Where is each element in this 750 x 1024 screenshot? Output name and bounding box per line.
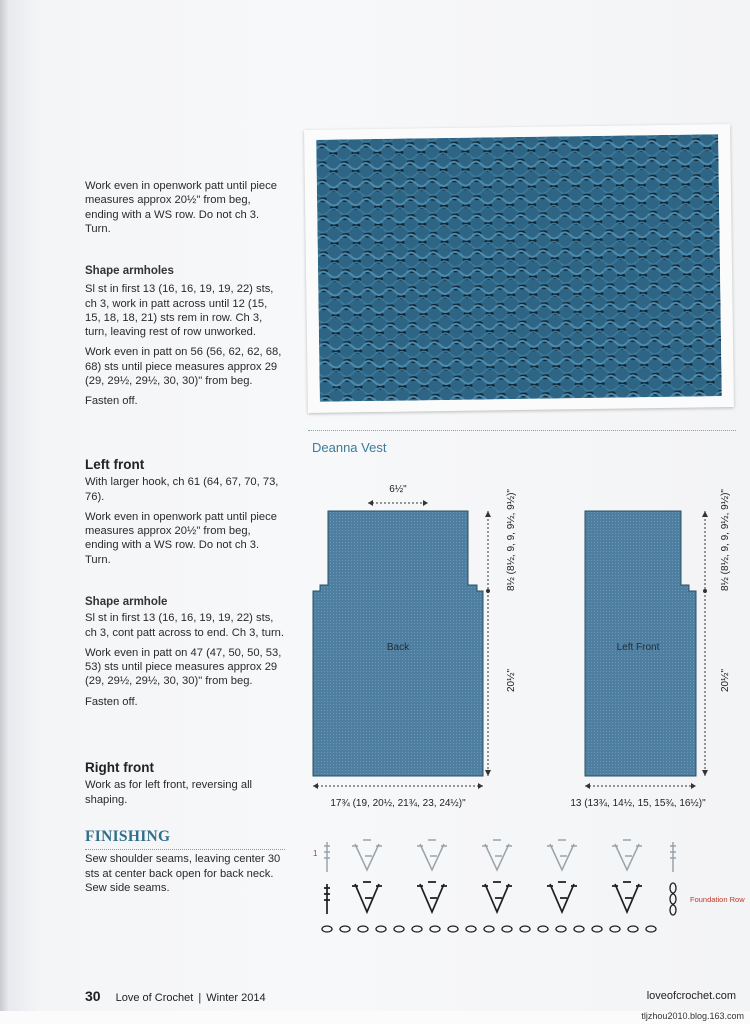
- left-front-section: [85, 458, 285, 567]
- shape-armhole-p1: Sl st in first 13 (16, 16, 19, 19, 22) sts, ch 3, cont patt across to end. Ch 3, turn.: [85, 612, 284, 639]
- shape-armhole-p2: Work even in patt on 47 (47, 50, 50, 53, 53) sts until piece measures approx 29 (29, 29½, 29½, 30, 30)" from beg.: [85, 646, 282, 688]
- website-link[interactable]: loveofcrochet.com: [646, 990, 736, 1002]
- swatch-photo: [304, 124, 734, 413]
- back-top-width-label: 6½": [389, 484, 407, 495]
- intro-text: Work even in openwork patt until piece measures approx 20½" from beg, ending with a WS row. Do not ch 3. Turn.: [85, 180, 277, 235]
- credit-bar: [0, 1011, 750, 1024]
- turning-chain: [670, 883, 676, 915]
- shape-armholes-p3: Fasten off.: [85, 395, 138, 408]
- shape-armhole-heading: Shape armhole: [85, 596, 168, 608]
- right-front-heading: Right front: [85, 760, 154, 775]
- page-binding-shadow: [0, 0, 10, 1024]
- magazine-name: Love of Crochet: [115, 992, 194, 1004]
- back-bottom-width-label: 17¾ (19, 20½, 21¾, 23, 24½)": [330, 798, 466, 809]
- stitch-chart: [305, 832, 745, 937]
- left-front-armhole-depth-label: 8½ (8½, 9, 9, 9½, 9½)": [720, 489, 731, 591]
- footer-left: [85, 988, 266, 1004]
- left-front-armhole-marker: [703, 589, 707, 593]
- finishing-divider: [85, 849, 285, 850]
- back-armhole-depth-label: 8½ (8½, 9, 9, 9½, 9½)": [506, 489, 517, 591]
- shape-armholes-p1: Sl st in first 13 (16, 16, 19, 19, 22) sts, ch 3, work in patt across until 12 (15, 15, 18, 18, 21) sts rem in row. Ch 3, turn, leaving rest of row unworked.: [85, 283, 274, 339]
- left-front-p1: With larger hook, ch 61 (64, 67, 70, 73, 76).: [85, 476, 279, 503]
- right-front-section: [85, 761, 285, 807]
- foundation-chain: [322, 926, 656, 932]
- left-front-heading: Left front: [85, 457, 145, 472]
- shape-armholes-section: [85, 264, 285, 409]
- page-number: 30: [85, 988, 101, 1004]
- intro-section: [85, 179, 285, 236]
- foundation-row-stitches: [324, 882, 642, 914]
- back-body-length-label: 20½": [506, 668, 517, 692]
- shape-armholes-heading: Shape armholes: [85, 265, 174, 277]
- issue-label: Winter 2014: [206, 992, 266, 1004]
- left-front-body-length-label: 20½": [720, 668, 731, 692]
- vest-schematic: [300, 470, 745, 815]
- shape-armhole-section: [85, 595, 285, 709]
- blog-credit: tljzhou2010.blog.163.com: [641, 1011, 744, 1021]
- left-front-label: Left Front: [616, 642, 660, 653]
- shape-armholes-p2: Work even in patt on 56 (56, 62, 62, 68, 68) sts until piece measures approx 29 (29, 29½, 29½, 30, 30)" from beg.: [85, 346, 282, 388]
- back-label: Back: [386, 642, 410, 653]
- left-front-p2: Work even in openwork patt until piece measures approx 20½" from beg, ending with a WS row. Do not ch 3. Turn.: [85, 510, 277, 566]
- right-front-p1: Work as for left front, reversing all shaping.: [85, 779, 253, 806]
- finishing-p1: Sew shoulder seams, leaving center 30 sts at center back open for back neck. Sew side seams.: [85, 853, 281, 894]
- left-front-bottom-width-label: 13 (13¾, 14½, 15, 15¾, 16½)": [570, 798, 706, 809]
- row-1-stitches: [324, 840, 676, 872]
- row-1-label: 1: [313, 849, 318, 858]
- back-armhole-marker: [486, 589, 490, 593]
- finishing-section: [85, 830, 285, 895]
- shape-armhole-p3: Fasten off.: [85, 695, 138, 708]
- finishing-heading: FINISHING: [85, 828, 171, 845]
- section-divider: [308, 430, 736, 431]
- schematic-title: Deanna Vest: [312, 440, 387, 455]
- footer-separator: |: [198, 992, 202, 1004]
- foundation-row-label: Foundation Row: [690, 895, 745, 904]
- crochet-swatch-image: [316, 134, 722, 402]
